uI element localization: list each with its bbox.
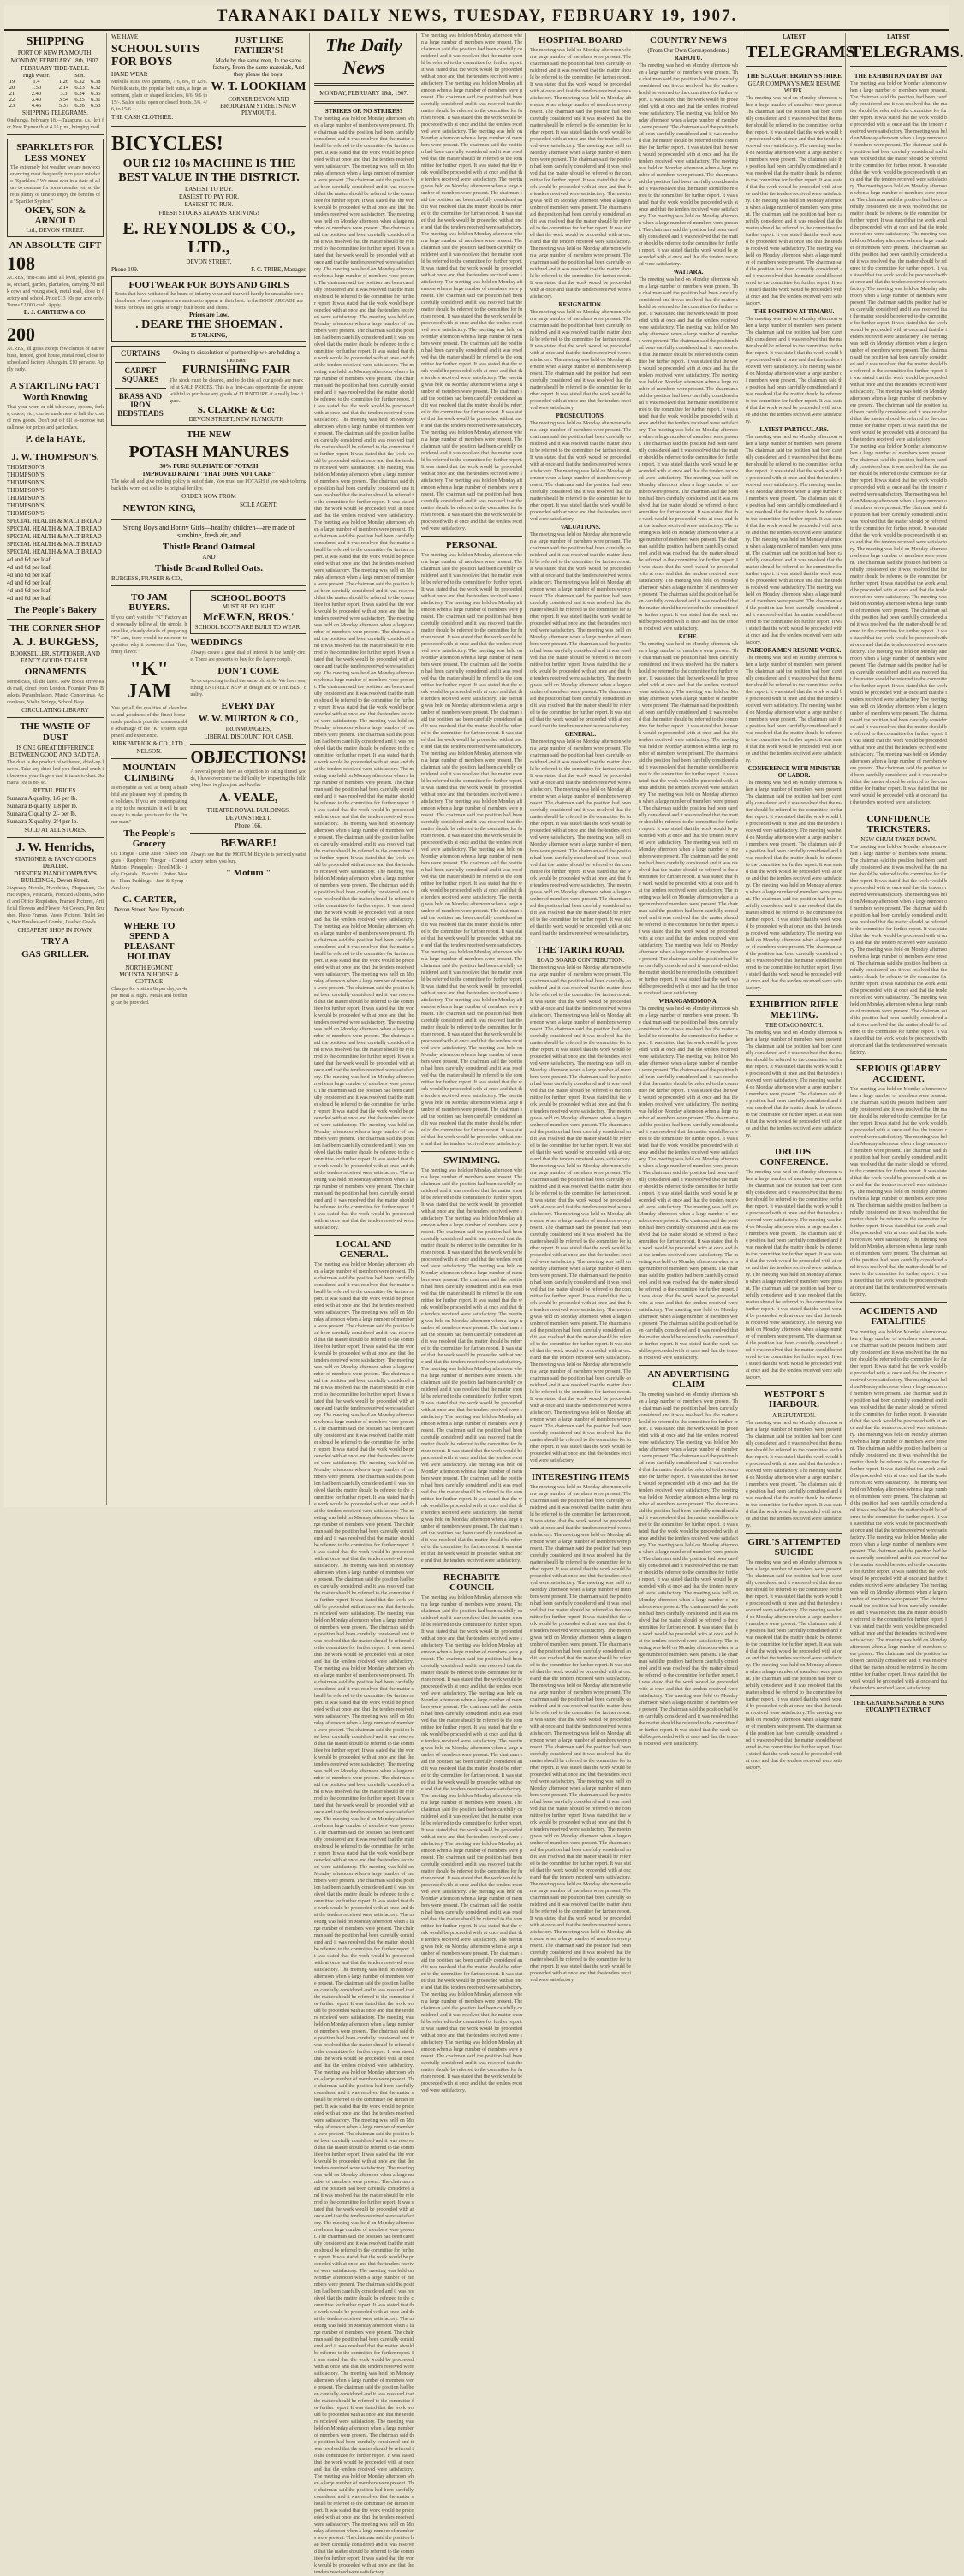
fair-text: The stock must be cleared, and to do this all our goods are marked at SALE PRICES. This is a first-class opportunity for anyone wishful to purchase any goods of FURNITURE at a really low figure.: [170, 378, 303, 405]
tide-header-cell: [56, 73, 71, 79]
tide-cell: 22: [9, 97, 15, 104]
latest-a: LATEST: [782, 33, 806, 40]
burgess-text: Periodicals, all the latest. New books arrive each mail, direct from London. Fountain Pens, Baskets, Perambulators, Music, Concertinas, Accordions, Violin Strings, School Bags.: [7, 680, 104, 706]
murton: W. W. MURTON & CO.,: [198, 714, 299, 725]
we-have: WE HAVE: [111, 33, 139, 40]
curtains: CURTAINS: [120, 349, 161, 359]
loaf-item: 4d and 6d per loaf.: [7, 594, 52, 602]
tide-cell: 6.38: [91, 79, 101, 86]
thompson-item: THOMPSON'S: [7, 463, 45, 471]
clarke-addr: DEVON STREET, NEW PLYMOUTH: [188, 415, 284, 423]
kirkpatrick: KIRKPATRICK & CO., LTD.,: [112, 739, 187, 747]
tariki-heading: THE TARIKI ROAD.: [536, 945, 625, 956]
particulars-text: The meeting was held on Monday afternoon when a large number of members were present. The chairman said the position had been carefully considered and it was resolved that the matter should be referred to the committee for further report. It was stated that the work would be proceeded with at once and that the tenders received were satisfactory. The meeting was held on Monday afternoon when a large number of members were present. The chairman said the position had been carefully considered and it was resolved that the matter should be referred to the committee for further report. It was stated that the work would be proceeded with at once and that the tenders received were satisfactory. The meeting was held on Monday afternoon when a large number of members were present. The chairman said the position had been carefully considered and it was resolved that the matter should be referred to the committee for further report. It was stated that the work would be proceeded with at once and that the tenders received were satisfactory. The meeting was held on Monday afternoon when a large number of members were present. The chairman said the position had been carefully considered and it was resolved that the matter should be referred to the committee for further report. It was stated that the work would be proceeded with at once and that the tenders received were satisfactory.: [746, 435, 842, 645]
egmont: NORTH EGMONT MOUNTAIN HOUSE & COTTAGE: [119, 964, 180, 985]
column-7: [743, 33, 855, 1771]
column-3: [312, 33, 417, 2576]
must-bought: MUST BE BOUGHT: [222, 603, 275, 611]
waste-sub: IS ONE GREAT DIFFERENCE BETWEEN GOOD AND BAD TEA.: [9, 744, 101, 758]
tide-cell: 5.37: [58, 103, 69, 110]
tide-cell: 3.40: [31, 97, 42, 104]
tide-cell: 6.32: [91, 85, 101, 92]
mountain-heading: MOUNTAIN CLIMBING: [122, 762, 176, 783]
sold-stores: SOLD AT ALL STORES.: [24, 826, 86, 834]
retail-prices: RETAIL PRICES.: [33, 786, 78, 794]
loaf-item: 4d and 6d per loaf.: [7, 563, 52, 571]
loaf-item: 4d and 6d per loaf.: [7, 586, 52, 594]
delahaye-name: P. de la HAYE,: [25, 433, 86, 444]
tide-cell: 1.4: [33, 79, 40, 86]
telegrams-a: TELEGRAMS: [746, 43, 855, 62]
timaru: THE POSITION AT TIMARU.: [753, 308, 835, 315]
bread-list: [7, 518, 104, 556]
sumatra-list: [7, 795, 104, 826]
clarke: S. CLARKE & Co:: [197, 405, 276, 416]
conference-text: The meeting was held on Monday afternoon when a large number of members were present. The chairman said the position had been carefully considered and it was resolved that the matter should be referred to the committee for further report. It was stated that the work would be proceeded with at once and that the tenders received were satisfactory. The meeting was held on Monday afternoon when a large number of members were present. The chairman said the position had been carefully considered and it was resolved that the matter should be referred to the committee for further report. It was stated that the work would be proceeded with at once and that the tenders received were satisfactory. The meeting was held on Monday afternoon when a large number of members were present. The chairman said the position had been carefully considered and it was resolved that the matter should be referred to the committee for further report. It was stated that the work would be proceeded with at once and that the tenders received were satisfactory. The meeting was held on Monday afternoon when a large number of members were present. The chairman said the position had been carefully considered and it was resolved that the matter should be referred to the committee for further report. It was stated that the work would be proceeded with at once and that the tenders received were satisfactory.: [746, 781, 842, 991]
waste-heading: THE WASTE OF DUST: [20, 721, 91, 743]
waitara: WAITARA.: [673, 269, 704, 276]
thompson-item: THOMPSON'S: [7, 486, 45, 494]
valuations: VALUATIONS.: [560, 524, 601, 531]
latest-particulars: LATEST PARTICULARS.: [759, 426, 829, 433]
nelson: NELSON.: [136, 747, 162, 755]
reynolds-manager: F. C. TRIBE, Manager.: [251, 265, 306, 273]
okey-name: OKEY, SON & ARNOLD: [24, 205, 86, 227]
beware: BEWARE!: [220, 836, 277, 850]
general-text: The meeting was held on Monday afternoon when a large number of members were present. The chairman said the position had been carefully considered and it was resolved that the matter should be referred to the committee for further report. It was stated that the work would be proceeded with at once and that the tenders received were satisfactory. The meeting was held on Monday afternoon when a large number of members were present. The chairman said the position had been carefully considered and it was resolved that the matter should be referred to the committee for further report. It was stated that the work would be proceeded with at once and that the tenders received were satisfactory. The meeting was held on Monday afternoon when a large number of members were present. The chairman said the position had been carefully considered and it was resolved that the matter should be referred to the committee for further report. It was stated that the work would be proceeded with at once and that the tenders received were satisfactory. The meeting was held on Monday afternoon when a large number of members were present. The chairman said the position had been carefully considered and it was resolved that the matter should be referred to the committee for further report. It was stated that the work would be proceeded with at once and that the tenders received were satisfactory.: [530, 739, 631, 937]
gift-heading: AN ABSOLUTE GIFT: [9, 240, 102, 252]
items-heading: INTERESTING ITEMS: [531, 1472, 630, 1483]
gift-text: ACRES, first-class land, all level, splendid grass, orchard, garden, plantation, carrying 50 milk cows and young stock, metal road, close to factory and school. Price £13 10s per acre only. Terms £2,000 cash. Apply: [7, 276, 104, 309]
column-6: [636, 33, 741, 1748]
school-boots: SCHOOL BOOTS: [211, 592, 286, 603]
veale: A. VEALE,: [218, 792, 278, 805]
lookham-addr: CORNER DEVON AND BRODGHAM STREETS NEW PLYMOUTH.: [220, 95, 297, 116]
tide-header-cell: [88, 73, 104, 79]
loaf-item: 4d and 6d per loaf.: [7, 571, 52, 579]
column-4: [419, 33, 526, 2094]
rifle-text: The meeting was held on Monday afternoon when a large number of members were present. The chairman said the position had been carefully considered and it was resolved that the matter should be referred to the committee for further report. It was stated that the work would be proceeded with at once and that the tenders received were satisfactory. The meeting was held on Monday afternoon when a large number of members were present. The chairman said the position had been carefully considered and it was resolved that the matter should be referred to the committee for further report. It was stated that the work would be proceeded with at once and that the tenders received were satisfactory.: [746, 1030, 842, 1139]
tide-cell: 6.26: [74, 103, 85, 110]
reynolds-addr: DEVON STREET.: [186, 258, 232, 265]
tide-cell: 23: [9, 103, 15, 110]
tide-cell: 2.40: [31, 91, 42, 98]
tariki-text: The meeting was held on Monday afternoon when a large number of members were present. The chairman said the position had been carefully considered and it was resolved that the matter should be referred to the committee for further report. It was stated that the work would be proceeded with at once and that the tenders received were satisfactory. The meeting was held on Monday afternoon when a large number of members were present. The chairman said the position had been carefully considered and it was resolved that the matter should be referred to the committee for further report. It was stated that the work would be proceeded with at once and that the tenders received were satisfactory. The meeting was held on Monday afternoon when a large number of members were present. The chairman said the position had been carefully considered and it was resolved that the matter should be referred to the committee for further report. It was stated that the work would be proceeded with at once and that the tenders received were satisfactory. The meeting was held on Monday afternoon when a large number of members were present. The chairman said the position had been carefully considered and it was resolved that the matter should be referred to the committee for further report. It was stated that the work would be proceeded with at once and that the tenders received were satisfactory. The meeting was held on Monday afternoon when a large number of members were present. The chairman said the position had been carefully considered and it was resolved that the matter should be referred to the committee for further report. It was stated that the work would be proceeded with at once and that the tenders received were satisfactory. The meeting was held on Monday afternoon when a large number of members were present. The chairman said the position had been carefully considered and it was resolved that the matter should be referred to the committee for further report. It was stated that the work would be proceeded with at once and that the tenders received were satisfactory. The meeting was held on Monday afternoon when a large number of members were present. The chairman said the position had been carefully considered and it was resolved that the matter should be referred to the committee for further report. It was stated that the work would be proceeded with at once and that the tenders received were satisfactory. The meeting was held on Monday afternoon when a large number of members were present. The chairman said the position had been carefully considered and it was resolved that the matter should be referred to the committee for further report. It was stated that the work would be proceeded with at once and that the tenders received were satisfactory. The meeting was held on Monday afternoon when a large number of members were present. The chairman said the position had been carefully considered and it was resolved that the matter should be referred to the committee for further report. It was stated that the work would be proceeded with at once and that the tenders received were satisfactory. The meeting was held on Monday afternoon when a large number of members were present. The chairman said the position had been carefully considered and it was resolved that the matter should be referred to the committee for further report. It was stated that the work would be proceeded with at once and that the tenders received were satisfactory.: [530, 965, 631, 1464]
tide-cell: 21: [9, 91, 15, 98]
rifle-heading: EXHIBITION RIFLE MEETING.: [749, 1000, 839, 1021]
weddings-text: Always create a great deal of interest in the family circle. There are presents to buy for the happy couple.: [190, 650, 306, 663]
machine-heading: OUR £12 10s MACHINE IS THE BEST VALUE IN THE DISTRICT.: [118, 157, 300, 184]
waitara-text: The meeting was held on Monday afternoon when a large number of members were present. The chairman said the position had been carefully considered and it was resolved that the matter should be referred to the committee for further report. It was stated that the work would be proceeded with at once and that the tenders received were satisfactory. The meeting was held on Monday afternoon when a large number of members were present. The chairman said the position had been carefully considered and it was resolved that the matter should be referred to the committee for further report. It was stated that the work would be proceeded with at once and that the tenders received were satisfactory. The meeting was held on Monday afternoon when a large number of members were present. The chairman said the position had been carefully considered and it was resolved that the matter should be referred to the committee for further report. It was stated that the work would be proceeded with at once and that the tenders received were satisfactory. The meeting was held on Monday afternoon when a large number of members were present. The chairman said the position had been carefully considered and it was resolved that the matter should be referred to the committee for further report. It was stated that the work would be proceeded with at once and that the tenders received were satisfactory. The meeting was held on Monday afternoon when a large number of members were present. The chairman said the position had been carefully considered and it was resolved that the matter should be referred to the committee for further report. It was stated that the work would be proceeded with at once and that the tenders received were satisfactory. The meeting was held on Monday afternoon when a large number of members were present. The chairman said the position had been carefully considered and it was resolved that the matter should be referred to the committee for further report. It was stated that the work would be proceeded with at once and that the tenders received were satisfactory. The meeting was held on Monday afternoon when a large number of members were present. The chairman said the position had been carefully considered and it was resolved that the matter should be referred to the committee for further report. It was stated that the work would be proceeded with at once and that the tenders received were satisfactory.: [639, 277, 738, 632]
fatalities-heading: ACCIDENTS AND FATALITIES: [860, 1306, 937, 1327]
port-line: PORT OF NEW PLYMOUTH.: [17, 50, 93, 57]
ornaments: ORNAMENTS: [24, 667, 86, 678]
swimming-text: The meeting was held on Monday afternoon when a large number of members were present. The chairman said the position had been carefully considered and it was resolved that the matter should be referred to the committee for further report. It was stated that the work would be proceeded with at once and that the tenders received were satisfactory. The meeting was held on Monday afternoon when a large number of members were present. The chairman said the position had been carefully considered and it was resolved that the matter should be referred to the committee for further report. It was stated that the work would be proceeded with at once and that the tenders received were satisfactory. The meeting was held on Monday afternoon when a large number of members were present. The chairman said the position had been carefully considered and it was resolved that the matter should be referred to the committee for further report. It was stated that the work would be proceeded with at once and that the tenders received were satisfactory. The meeting was held on Monday afternoon when a large number of members were present. The chairman said the position had been carefully considered and it was resolved that the matter should be referred to the committee for further report. It was stated that the work would be proceeded with at once and that the tenders received were satisfactory. The meeting was held on Monday afternoon when a large number of members were present. The chairman said the position had been carefully considered and it was resolved that the matter should be referred to the committee for further report. It was stated that the work would be proceeded with at once and that the tenders received were satisfactory. The meeting was held on Monday afternoon when a large number of members were present. The chairman said the position had been carefully considered and it was resolved that the matter should be referred to the committee for further report. It was stated that the work would be proceeded with at once and that the tenders received were satisfactory. The meeting was held on Monday afternoon when a large number of members were present. The chairman said the position had been carefully considered and it was resolved that the matter should be referred to the committee for further report. It was stated that the work would be proceeded with at once and that the tenders received were satisfactory. The meeting was held on Monday afternoon when a large number of members were present. The chairman said the position had been carefully considered and it was resolved that the matter should be referred to the committee for further report. It was stated that the work would be proceeded with at once and that the tenders received were satisfactory.: [421, 1168, 522, 1564]
local-text: The meeting was held on Monday afternoon when a large number of members were present. The chairman said the position had been carefully considered and it was resolved that the matter should be referred to the committee for further report. It was stated that the work would be proceeded with at once and that the tenders received were satisfactory. The meeting was held on Monday afternoon when a large number of members were present. The chairman said the position had been carefully considered and it was resolved that the matter should be referred to the committee for further report. It was stated that the work would be proceeded with at once and that the tenders received were satisfactory. The meeting was held on Monday afternoon when a large number of members were present. The chairman said the position had been carefully considered and it was resolved that the matter should be referred to the committee for further report. It was stated that the work would be proceeded with at once and that the tenders received were satisfactory. The meeting was held on Monday afternoon when a large number of members were present. The chairman said the position had been carefully considered and it was resolved that the matter should be referred to the committee for further report. It was stated that the work would be proceeded with at once and that the tenders received were satisfactory. The meeting was held on Monday afternoon when a large number of members were present. The chairman said the position had been carefully considered and it was resolved that the matter should be referred to the committee for further report. It was stated that the work would be proceeded with at once and that the tenders received were satisfactory. The meeting was held on Monday afternoon when a large number of members were present. The chairman said the position had been carefully considered and it was resolved that the matter should be referred to the committee for further report. It was stated that the work would be proceeded with at once and that the tenders received were satisfactory. The meeting was held on Monday afternoon when a large number of members were present. The chairman said the position had been carefully considered and it was resolved that the matter should be referred to the committee for further report. It was stated that the work would be proceeded with at once and that the tenders received were satisfactory. The meeting was held on Monday afternoon when a large number of members were present. The chairman said the position had been carefully considered and it was resolved that the matter should be referred to the committee for further report. It was stated that the work would be proceeded with at once and that the tenders received were satisfactory. The meeting was held on Monday afternoon when a large number of members were present. The chairman said the position had been carefully considered and it was resolved that the matter should be referred to the committee for further report. It was stated that the work would be proceeded with at once and that the tenders received were satisfactory. The meeting was held on Monday afternoon when a large number of members were present. The chairman said the position had been carefully considered and it was resolved that the matter should be referred to the committee for further report. It was stated that the work would be proceeded with at once and that the tenders received were satisfactory. The meeting was held on Monday afternoon when a large number of members were present. The chairman said the position had been carefully considered and it was resolved that the matter should be referred to the committee for further report. It was stated that the work would be proceeded with at once and that the tenders received were satisfactory. The meeting was held on Monday afternoon when a large number of members were present. The chairman said the position had been carefully considered and it was resolved that the matter should be referred to the committee for further report. It was stated that the work would be proceeded with at once and that the tenders received were satisfactory. The meeting was held on Monday afternoon when a large number of members were present. The chairman said the position had been carefully considered and it was resolved that the matter should be referred to the committee for further report. It was stated that the work would be proceeded with at once and that the tenders received were satisfactory. The meeting was held on Monday afternoon when a large number of members were present. The chairman said the position had been carefully considered and it was resolved that the matter should be referred to the committee for further report. It was stated that the work would be proceeded with at once and that the tenders received were satisfactory. The meeting was held on Monday afternoon when a large number of members were present. The chairman said the position had been carefully considered and it was resolved that the matter should be referred to the committee for further report. It was stated that the work would be proceeded with at once and that the tenders received were satisfactory. The meeting was held on Monday afternoon when a large number of members were present. The chairman said the position had been carefully considered and it was resolved that the matter should be referred to the committee for further report. It was stated that the work would be proceeded with at once and that the tenders received were satisfactory. The meeting was held on Monday afternoon when a large number of members were present. The chairman said the position had been carefully considered and it was resolved that the matter should be referred to the committee for further report. It was stated that the work would be proceeded with at once and that the tenders received were satisfactory. The meeting was held on Monday afternoon when a large number of members were present. The chairman said the position had been carefully considered and it was resolved that the matter should be referred to the committee for further report. It was stated that the work would be proceeded with at once and that the tenders received were satisfactory. The meeting was held on Monday afternoon when a large number of members were present. The chairman said the position had been carefully considered and it was resolved that the matter should be referred to the committee for further report. It was stated that the work would be proceeded with at once and that the tenders received were satisfactory. The meeting was held on Monday afternoon when a large number of members were present. The chairman said the position had been carefully considered and it was resolved that the matter should be referred to the committee for further report. It was stated that the work would be proceeded with at once and that the tenders received were satisfactory. The meeting was held on Monday afternoon when a large number of members were present. The chairman said the position had been carefully considered and it was resolved that the matter should be referred to the committee for further report. It was stated that the work would be proceeded with at once and that the tenders received were satisfactory. The meeting was held on Monday afternoon when a large number of members were present. The chairman said the position had been carefully considered and it was resolved that the matter should be referred to the committee for further report. It was stated that the work would be proceeded with at once and that the tenders received were satisfactory. The meeting was held on Monday afternoon when a large number of members were present. The chairman said the position had been carefully considered and it was resolved that the matter should be referred to the committee for further report. It was stated that the work would be proceeded with at once and that the tenders received were satisfactory. The meeting was held on Monday afternoon when a large number of members were present. The chairman said the position had been carefully considered and it was resolved that the matter should be referred to the committee for further report. It was stated that the work would be proceeded with at once and that the tenders received were satisfactory. The meeting was held on Monday afternoon when a large number of members were present. The chairman said the position had been carefully considered and it was resolved that the matter should be referred to the committee for further report. It was stated that the work would be proceeded with at once and that the tenders received were satisfactory. The meeting was held on Monday afternoon when a large number of members were present. The chairman said the position had been carefully considered and it was resolved that the matter should be referred to the committee for further report. It was stated that the work would be proceeded with at once and that the tenders received were satisfactory.: [314, 1262, 414, 2576]
grocery-name: The People's Grocery: [123, 828, 175, 849]
editorial-text: The meeting was held on Monday afternoon when a large number of members were present. The chairman said the position had been carefully considered and it was resolved that the matter should be referred to the committee for further report. It was stated that the work would be proceeded with at once and that the tenders received were satisfactory. The meeting was held on Monday afternoon when a large number of members were present. The chairman said the position had been carefully considered and it was resolved that the matter should be referred to the committee for further report. It was stated that the work would be proceeded with at once and that the tenders received were satisfactory. The meeting was held on Monday afternoon when a large number of members were present. The chairman said the position had been carefully considered and it was resolved that the matter should be referred to the committee for further report. It was stated that the work would be proceeded with at once and that the tenders received were satisfactory. The meeting was held on Monday afternoon when a large number of members were present. The chairman said the position had been carefully considered and it was resolved that the matter should be referred to the committee for further report. It was stated that the work would be proceeded with at once and that the tenders received were satisfactory. The meeting was held on Monday afternoon when a large number of members were present. The chairman said the position had been carefully considered and it was resolved that the matter should be referred to the committee for further report. It was stated that the work would be proceeded with at once and that the tenders received were satisfactory. The meeting was held on Monday afternoon when a large number of members were present. The chairman said the position had been carefully considered and it was resolved that the matter should be referred to the committee for further report. It was stated that the work would be proceeded with at once and that the tenders received were satisfactory. The meeting was held on Monday afternoon when a large number of members were present. The chairman said the position had been carefully considered and it was resolved that the matter should be referred to the committee for further report. It was stated that the work would be proceeded with at once and that the tenders received were satisfactory. The meeting was held on Monday afternoon when a large number of members were present. The chairman said the position had been carefully considered and it was resolved that the matter should be referred to the committee for further report. It was stated that the work would be proceeded with at once and that the tenders received were satisfactory. The meeting was held on Monday afternoon when a large number of members were present. The chairman said the position had been carefully considered and it was resolved that the matter should be referred to the committee for further report. It was stated that the work would be proceeded with at once and that the tenders received were satisfactory. The meeting was held on Monday afternoon when a large number of members were present. The chairman said the position had been carefully considered and it was resolved that the matter should be referred to the committee for further report. It was stated that the work would be proceeded with at once and that the tenders received were satisfactory. The meeting was held on Monday afternoon when a large number of members were present. The chairman said the position had been carefully considered and it was resolved that the matter should be referred to the committee for further report. It was stated that the work would be proceeded with at once and that the tenders received were satisfactory. The meeting was held on Monday afternoon when a large number of members were present. The chairman said the position had been carefully considered and it was resolved that the matter should be referred to the committee for further report. It was stated that the work would be proceeded with at once and that the tenders received were satisfactory. The meeting was held on Monday afternoon when a large number of members were present. The chairman said the position had been carefully considered and it was resolved that the matter should be referred to the committee for further report. It was stated that the work would be proceeded with at once and that the tenders received were satisfactory. The meeting was held on Monday afternoon when a large number of members were present. The chairman said the position had been carefully considered and it was resolved that the matter should be referred to the committee for further report. It was stated that the work would be proceeded with at once and that the tenders received were satisfactory. The meeting was held on Monday afternoon when a large number of members were present. The chairman said the position had been carefully considered and it was resolved that the matter should be referred to the committee for further report. It was stated that the work would be proceeded with at once and that the tenders received were satisfactory. The meeting was held on Monday afternoon when a large number of members were present. The chairman said the position had been carefully considered and it was resolved that the matter should be referred to the committee for further report. It was stated that the work would be proceeded with at once and that the tenders received were satisfactory. The meeting was held on Monday afternoon when a large number of members were present. The chairman said the position had been carefully considered and it was resolved that the matter should be referred to the committee for further report. It was stated that the work would be proceeded with at once and that the tenders received were satisfactory. The meeting was held on Monday afternoon when a large number of members were present. The chairman said the position had been carefully considered and it was resolved that the matter should be referred to the committee for further report. It was stated that the work would be proceeded with at once and that the tenders received were satisfactory. The meeting was held on Monday afternoon when a large number of members were present. The chairman said the position had been carefully considered and it was resolved that the matter should be referred to the committee for further report. It was stated that the work would be proceeded with at once and that the tenders received were satisfactory. The meeting was held on Monday afternoon when a large number of members were present. The chairman said the position had been carefully considered and it was resolved that the matter should be referred to the committee for further report. It was stated that the work would be proceeded with at once and that the tenders received were satisfactory. The meeting was held on Monday afternoon when a large number of members were present. The chairman said the position had been carefully considered and it was resolved that the matter should be referred to the committee for further report. It was stated that the work would be proceeded with at once and that the tenders received were satisfactory. The meeting was held on Monday afternoon when a large number of members were present. The chairman said the position had been carefully considered and it was resolved that the matter should be referred to the committee for further report. It was stated that the work would be proceeded with at once and that the tenders received were satisfactory.: [314, 116, 414, 1231]
potash-text: The take all and give nothing policy is out of date. You must use POTASH if you wish to bring back the worn out soil to its original fertility.: [111, 479, 306, 492]
corner-shop: THE CORNER SHOP: [9, 622, 101, 633]
paper-masthead: The Daily News: [325, 34, 402, 78]
strike-heading: THE SLAUGHTERMEN'S STRIKE: [747, 73, 842, 80]
sumatra-item: Sumatra C quality, 2/- per lb.: [7, 810, 77, 817]
carter-name: C. CARTER,: [122, 894, 176, 905]
motum: " Motum ": [225, 868, 271, 879]
strong-boys: Strong Boys and Bonny Girls—healthy children—are made of sunshine, fresh air, and: [122, 523, 295, 539]
dont-come: DON'T COME: [217, 666, 279, 677]
fathers: JUST LIKE FATHER'S!: [234, 35, 283, 56]
fair-ad: [111, 346, 306, 426]
ironmongers: IRONMONGERS,: [225, 726, 271, 733]
tide-cell: 20: [9, 85, 15, 92]
brass: BRASS AND IRON BEDSTEADS: [117, 391, 164, 418]
tide-cell: 3.3: [60, 91, 68, 98]
k-jam: "K" JAM: [127, 657, 172, 703]
tide-header-row: [7, 73, 104, 79]
tide-row: [7, 85, 104, 91]
beware-text: Always see that the MOTUM Bicycle is perfectly satisfactory before you buy.: [190, 852, 306, 865]
shipping-text: Onehunga, February 18.—Takapuna, s.s., left for New Plymouth at 4.15 p.m., bringing mail.: [7, 118, 104, 131]
loaf-item: 4d and 6d per loaf.: [7, 555, 52, 563]
kainit: IMPROVED KAINIT "THAT DOES NOT CAKE": [142, 471, 276, 478]
bookseller: BOOKSELLER, STATIONER, AND FANCY GOODS DEALER.: [10, 650, 100, 665]
bread-item: SPECIAL HEALTH & MALT BREAD: [7, 517, 102, 525]
prices-low: Prices are Low.: [189, 311, 229, 318]
bakery-name: The People's Bakery: [14, 604, 97, 615]
henrichs-text: Sixpenny Novels, Novelettes, Magazines, Comic Papers, Postcards, Postcard Albums, School and Office Requisites, Framed Pictures, Artificial Flowers and Flower Pot Covers, Pen Brushes, Photo Frames, Vases, Pictures, Toilet Sets, Hair Brushes and Combs, Leather Goods.: [7, 886, 104, 926]
fathers-sub: Made by the same men, In the same factory, From the same materials, And they please the boys.: [212, 57, 305, 79]
bread-item: SPECIAL HEALTH & MALT BREAD: [7, 540, 102, 548]
okey-sub: Ltd., DEVON STREET.: [26, 226, 85, 234]
fair-heading: FURNISHING FAIR: [181, 364, 291, 377]
items-text: The meeting was held on Monday afternoon when a large number of members were present. The chairman said the position had been carefully considered and it was resolved that the matter should be referred to the committee for further report. It was stated that the work would be proceeded with at once and that the tenders received were satisfactory. The meeting was held on Monday afternoon when a large number of members were present. The chairman said the position had been carefully considered and it was resolved that the matter should be referred to the committee for further report. It was stated that the work would be proceeded with at once and that the tenders received were satisfactory. The meeting was held on Monday afternoon when a large number of members were present. The chairman said the position had been carefully considered and it was resolved that the matter should be referred to the committee for further report. It was stated that the work would be proceeded with at once and that the tenders received were satisfactory. The meeting was held on Monday afternoon when a large number of members were present. The chairman said the position had been carefully considered and it was resolved that the matter should be referred to the committee for further report. It was stated that the work would be proceeded with at once and that the tenders received were satisfactory. The meeting was held on Monday afternoon when a large number of members were present. The chairman said the position had been carefully considered and it was resolved that the matter should be referred to the committee for further report. It was stated that the work would be proceeded with at once and that the tenders received were satisfactory. The meeting was held on Monday afternoon when a large number of members were present. The chairman said the position had been carefully considered and it was resolved that the matter should be referred to the committee for further report. It was stated that the work would be proceeded with at once and that the tenders received were satisfactory. The meeting was held on Monday afternoon when a large number of members were present. The chairman said the position had been carefully considered and it was resolved that the matter should be referred to the committee for further report. It was stated that the work would be proceeded with at once and that the tenders received were satisfactory. The meeting was held on Monday afternoon when a large number of members were present. The chairman said the position had been carefully considered and it was resolved that the matter should be referred to the committee for further report. It was stated that the work would be proceeded with at once and that the tenders received were satisfactory. The meeting was held on Monday afternoon when a large number of members were present. The chairman said the position had been carefully considered and it was resolved that the matter should be referred to the committee for further report. It was stated that the work would be proceeded with at once and that the tenders received were satisfactory. The meeting was held on Monday afternoon when a large number of members were present. The chairman said the position had been carefully considered and it was resolved that the matter should be referred to the committee for further report. It was stated that the work would be proceeded with at once and that the tenders received were satisfactory.: [530, 1485, 631, 1984]
grocery-items: Ox Tongue · Lime Juice · Sheep Tongues · Raspberry Vinegar · Corned Mutton · Pineapples · Dried Milk · Jelly Crystals · Biscuits · Potted Meats · Plum Puddings · Jam & Syrup · Anchovy: [111, 852, 187, 892]
sumatra-item: Sumatra A quality, 1/6 per lb.: [7, 794, 78, 802]
thompson-list: [7, 464, 104, 518]
school-suits: SCHOOL SUITS FOR BOYS: [111, 43, 200, 69]
henrichs-sub: STATIONER & FANCY GOODS DEALER.: [14, 856, 97, 870]
fair-pre: Owing to dissolution of partnership we are holding a monster: [173, 349, 300, 364]
column-2: [109, 33, 310, 1505]
genuine-sander: THE GENUINE SANDER & SONS EUCALYPTI EXTRACT.: [852, 1699, 945, 1713]
bread-item: SPECIAL HEALTH & MALT BREAD: [7, 532, 102, 540]
tide-cell: 6.23: [74, 85, 85, 92]
resignation-text: The meeting was held on Monday afternoon when a large number of members were present. The chairman said the position had been carefully considered and it was resolved that the matter should be referred to the committee for further report. It was stated that the work would be proceeded with at once and that the tenders received were satisfactory. The meeting was held on Monday afternoon when a large number of members were present. The chairman said the position had been carefully considered and it was resolved that the matter should be referred to the committee for further report. It was stated that the work would be proceeded with at once and that the tenders received were satisfactory.: [530, 310, 631, 412]
otago-match: THE OTAGO MATCH.: [765, 1022, 824, 1030]
tide-cell: 1.26: [58, 79, 69, 86]
shipping-telegrams: SHIPPING TELEGRAMS.: [22, 110, 88, 117]
tide-cell: 19: [9, 79, 15, 86]
potash-sub: 30% PURE SULPHATE OF POTASH: [159, 463, 259, 471]
kohe-text: The meeting was held on Monday afternoon when a large number of members were present. The chairman said the position had been carefully considered and it was resolved that the matter should be referred to the committee for further report. It was stated that the work would be proceeded with at once and that the tenders received were satisfactory. The meeting was held on Monday afternoon when a large number of members were present. The chairman said the position had been carefully considered and it was resolved that the matter should be referred to the committee for further report. It was stated that the work would be proceeded with at once and that the tenders received were satisfactory. The meeting was held on Monday afternoon when a large number of members were present. The chairman said the position had been carefully considered and it was resolved that the matter should be referred to the committee for further report. It was stated that the work would be proceeded with at once and that the tenders received were satisfactory. The meeting was held on Monday afternoon when a large number of members were present. The chairman said the position had been carefully considered and it was resolved that the matter should be referred to the committee for further report. It was stated that the work would be proceeded with at once and that the tenders received were satisfactory. The meeting was held on Monday afternoon when a large number of members were present. The chairman said the position had been carefully considered and it was resolved that the matter should be referred to the committee for further report. It was stated that the work would be proceeded with at once and that the tenders received were satisfactory. The meeting was held on Monday afternoon when a large number of members were present. The chairman said the position had been carefully considered and it was resolved that the matter should be referred to the committee for further report. It was stated that the work would be proceeded with at once and that the tenders received were satisfactory. The meeting was held on Monday afternoon when a large number of members were present. The chairman said the position had been carefully considered and it was resolved that the matter should be referred to the committee for further report. It was stated that the work would be proceeded with at once and that the tenders received were satisfactory.: [639, 642, 738, 997]
thistle-and: AND: [202, 553, 216, 561]
prosecutions: PROSECUTIONS.: [556, 413, 605, 420]
burgess-name: A. J. BURGESS,: [12, 636, 98, 649]
tide-table: [7, 73, 104, 109]
personal-text: The meeting was held on Monday afternoon when a large number of members were present. The chairman said the position had been carefully considered and it was resolved that the matter should be referred to the committee for further report. It was stated that the work would be proceeded with at once and that the tenders received were satisfactory. The meeting was held on Monday afternoon when a large number of members were present. The chairman said the position had been carefully considered and it was resolved that the matter should be referred to the committee for further report. It was stated that the work would be proceeded with at once and that the tenders received were satisfactory. The meeting was held on Monday afternoon when a large number of members were present. The chairman said the position had been carefully considered and it was resolved that the matter should be referred to the committee for further report. It was stated that the work would be proceeded with at once and that the tenders received were satisfactory. The meeting was held on Monday afternoon when a large number of members were present. The chairman said the position had been carefully considered and it was resolved that the matter should be referred to the committee for further report. It was stated that the work would be proceeded with at once and that the tenders received were satisfactory. The meeting was held on Monday afternoon when a large number of members were present. The chairman said the position had been carefully considered and it was resolved that the matter should be referred to the committee for further report. It was stated that the work would be proceeded with at once and that the tenders received were satisfactory. The meeting was held on Monday afternoon when a large number of members were present. The chairman said the position had been carefully considered and it was resolved that the matter should be referred to the committee for further report. It was stated that the work would be proceeded with at once and that the tenders received were satisfactory. The meeting was held on Monday afternoon when a large number of members were present. The chairman said the position had been carefully considered and it was resolved that the matter should be referred to the committee for further report. It was stated that the work would be proceeded with at once and that the tenders received were satisfactory. The meeting was held on Monday afternoon when a large number of members were present. The chairman said the position had been carefully considered and it was resolved that the matter should be referred to the committee for further report. It was stated that the work would be proceeded with at once and that the tenders received were satisfactory. The meeting was held on Monday afternoon when a large number of members were present. The chairman said the position had been carefully considered and it was resolved that the matter should be referred to the committee for further report. It was stated that the work would be proceeded with at once and that the tenders received were satisfactory. The meeting was held on Monday afternoon when a large number of members were present. The chairman said the position had been carefully considered and it was resolved that the matter should be referred to the committee for further report. It was stated that the work would be proceeded with at once and that the tenders received were satisfactory. The meeting was held on Monday afternoon when a large number of members were present. The chairman said the position had been carefully considered and it was resolved that the matter should be referred to the committee for further report. It was stated that the work would be proceeded with at once and that the tenders received were satisfactory. The meeting was held on Monday afternoon when a large number of members were present. The chairman said the position had been carefully considered and it was resolved that the matter should be referred to the committee for further report. It was stated that the work would be proceeded with at once and that the tenders received were satisfactory.: [421, 553, 522, 1148]
pareora-text: The meeting was held on Monday afternoon when a large number of members were present. The chairman said the position had been carefully considered and it was resolved that the matter should be referred to the committee for further report. It was stated that the work would be proceeded with at once and that the tenders received were satisfactory. The meeting was held on Monday afternoon when a large number of members were present. The chairman said the position had been carefully considered and it was resolved that the matter should be referred to the committee for further report. It was stated that the work would be proceeded with at once and that the tenders received were satisfactory.: [746, 656, 842, 763]
newspaper-page: [4, 5, 964, 2576]
masthead-title: TARANAKI DAILY NEWS, TUESDAY, FEBRUARY 19, 1907.: [216, 7, 738, 25]
suicide-heading: GIRL'S ATTEMPTED SUICIDE: [747, 1536, 841, 1558]
tide-row: [7, 79, 104, 85]
sparklets-ad: [7, 139, 104, 237]
tricksters-text: The meeting was held on Monday afternoon when a large number of members were present. The chairman said the position had been carefully considered and it was resolved that the matter should be referred to the committee for further report. It was stated that the work would be proceeded with at once and that the tenders received were satisfactory. The meeting was held on Monday afternoon when a large number of members were present. The chairman said the position had been carefully considered and it was resolved that the matter should be referred to the committee for further report. It was stated that the work would be proceeded with at once and that the tenders received were satisfactory. The meeting was held on Monday afternoon when a large number of members were present. The chairman said the position had been carefully considered and it was resolved that the matter should be referred to the committee for further report. It was stated that the work would be proceeded with at once and that the tenders received were satisfactory. The meeting was held on Monday afternoon when a large number of members were present. The chairman said the position had been carefully considered and it was resolved that the matter should be referred to the committee for further report. It was stated that the work would be proceeded with at once and that the tenders received were satisfactory.: [850, 845, 947, 1056]
fact-heading: A STARTLING FACT Worth Knowing: [9, 381, 101, 402]
boots-ad: [190, 590, 306, 634]
hospital-heading: HOSPITAL BOARD: [539, 35, 622, 45]
gas-griller: GAS GRILLER.: [21, 949, 89, 960]
reynolds-name: E. REYNOLDS & CO., LTD.,: [122, 218, 295, 257]
bread-item: SPECIAL HEALTH & MALT BREAD: [7, 525, 102, 532]
objections: OBJECTIONS!: [190, 748, 306, 768]
the-new: THE NEW: [186, 430, 232, 441]
tide-row: [7, 103, 104, 109]
fact-text: That your worn or old tableware, spoons, forks, cruets, etc., can be made new at half the cost of new goods. Don't put off till to-morrow but call now for prices and particulars.: [7, 404, 104, 430]
newton-king: NEWTON KING,: [122, 503, 196, 514]
advantage-item: EASIEST TO BUY.: [184, 185, 234, 193]
objections-text: A several people have an objection to eating tinned goods, I have overcome the difficulty by importing the following lines in glass jars and bottles.: [190, 769, 306, 789]
resignation: RESIGNATION.: [558, 301, 603, 309]
gear-heading: GEAR COMPANY'S MEN RESUME WORK.: [747, 80, 841, 94]
westport-heading: WESTPORT'S HARBOUR.: [763, 1389, 825, 1410]
sole-agent: SOLE AGENT.: [240, 502, 277, 509]
shipping-heading: SHIPPING: [26, 35, 85, 48]
tide-cell: 1.50: [31, 85, 42, 92]
mcewen-name: McEWEN, BROS.': [202, 609, 295, 623]
refutation: A REFUTATION.: [772, 1411, 816, 1419]
page-masthead: [4, 7, 949, 31]
bread-item: SPECIAL HEALTH & MALT BREAD: [7, 548, 102, 555]
tricksters-heading: CONFIDENCE TRICKSTERS.: [866, 814, 931, 835]
quarry-text: The meeting was held on Monday afternoon when a large number of members were present. The chairman said the position had been carefully considered and it was resolved that the matter should be referred to the committee for further report. It was stated that the work would be proceeded with at once and that the tenders received were satisfactory. The meeting was held on Monday afternoon when a large number of members were present. The chairman said the position had been carefully considered and it was resolved that the matter should be referred to the committee for further report. It was stated that the work would be proceeded with at once and that the tenders received were satisfactory. The meeting was held on Monday afternoon when a large number of members were present. The chairman said the position had been carefully considered and it was resolved that the matter should be referred to the committee for further report. It was stated that the work would be proceeded with at once and that the tenders received were satisfactory. The meeting was held on Monday afternoon when a large number of members were present. The chairman said the position had been carefully considered and it was resolved that the matter should be referred to the committee for further report. It was stated that the work would be proceeded with at once and that the tenders received were satisfactory.: [850, 1087, 947, 1298]
advantages-list: [111, 186, 306, 209]
dont-text: To us expecting to find the same old style. We have something ENTIRELY NEW in design and of THE BEST quality.: [190, 679, 306, 698]
tide-cell: 6.53: [91, 103, 101, 110]
sumatra-item: Sumatra X quality, 2/4 per lb.: [7, 817, 78, 825]
tide-cell: 6.24: [74, 91, 85, 98]
thistle-oats: Thistle Brand Rolled Oats.: [155, 562, 263, 573]
tide-cell: 6.35: [91, 91, 101, 98]
tide-header-cell: Sun.: [74, 73, 85, 80]
druids-text: The meeting was held on Monday afternoon when a large number of members were present. The chairman said the position had been carefully considered and it was resolved that the matter should be referred to the committee for further report. It was stated that the work would be proceeded with at once and that the tenders received were satisfactory. The meeting was held on Monday afternoon when a large number of members were present. The chairman said the position had been carefully considered and it was resolved that the matter should be referred to the committee for further report. It was stated that the work would be proceeded with at once and that the tenders received were satisfactory. The meeting was held on Monday afternoon when a large number of members were present. The chairman said the position had been carefully considered and it was resolved that the matter should be referred to the committee for further report. It was stated that the work would be proceeded with at once and that the tenders received were satisfactory. The meeting was held on Monday afternoon when a large number of members were present. The chairman said the position had been carefully considered and it was resolved that the matter should be referred to the committee for further report. It was stated that the work would be proceeded with at once and that the tenders received were satisfactory.: [746, 1170, 842, 1381]
k-jam-text: You get all the qualities of cleanliness and goodness of the finest home-made products plus the unmeasurable advantage of the "K" system, equipment and experience.: [111, 705, 187, 739]
thompson-item: THOMPSON'S: [7, 494, 45, 502]
sparklets-heading: SPARKLETS FOR LESS MONEY: [16, 142, 94, 164]
dresden: DRESDEN PIANO COMPANY'S BUILDINGS, Devon Street.: [14, 870, 97, 885]
country-heading: COUNTRY NEWS: [650, 35, 727, 45]
sumatra-item: Sumatra B quality, 1/8 per lb.: [7, 802, 78, 810]
thompson-item: THOMPSON'S: [7, 471, 45, 478]
loaf-list: [7, 556, 104, 602]
tide-cell: 2.14: [58, 85, 69, 92]
druids-heading: DRUIDS' CONFERENCE.: [759, 1147, 829, 1168]
carter-addr: Devon Street, New Plymouth: [113, 906, 185, 914]
kohe: KOHE.: [678, 633, 699, 641]
cash-clothier: THE CASH CLOTHIER.: [111, 113, 174, 121]
devon-st: DEVON STREET.: [225, 814, 271, 822]
swimming-heading: SWIMMING.: [443, 1155, 500, 1166]
tariki-sub: ROAD BOARD CONTRIBUTION.: [536, 957, 625, 965]
reynolds-phone: Phone 109.: [111, 265, 139, 273]
editorial-date: MONDAY, FEBRUARY 18th, 1907.: [319, 90, 408, 97]
thompson-heading: J. W. THOMPSON'S.: [11, 451, 99, 462]
egmont-text: Charges for visitors 8s per day, or 4s per meal at night. Meals and bedding can be provided.: [111, 986, 187, 1006]
rechabite-heading: RECHABITE COUNCIL: [443, 1572, 501, 1594]
tide-cell: 6.31: [91, 97, 101, 104]
local-general: LOCAL AND GENERAL.: [336, 1239, 392, 1261]
column-1: [4, 33, 107, 1505]
acres-number: 200: [7, 323, 35, 346]
new-chum: NEW CHUM TAKEN DOWN.: [860, 836, 937, 844]
lookham: W. T. LOOKHAM: [211, 80, 306, 94]
talking: IS TALKING,: [190, 332, 228, 340]
sparklets-text: The extremely hot weather we are now experiencing must frequently turn your minds to "Sparklets." We must ever in a state of allure to continue for some months yet, so there is plenty of time to enjoy the benefits of a "Sparklet Syphon.": [10, 164, 100, 205]
latest-b: LATEST: [886, 33, 911, 40]
advertising-text: The meeting was held on Monday afternoon when a large number of members were present. The chairman said the position had been carefully considered and it was resolved that the matter should be referred to the committee for further report. It was stated that the work would be proceeded with at once and that the tenders received were satisfactory. The meeting was held on Monday afternoon when a large number of members were present. The chairman said the position had been carefully considered and it was resolved that the matter should be referred to the committee for further report. It was stated that the work would be proceeded with at once and that the tenders received were satisfactory. The meeting was held on Monday afternoon when a large number of members were present. The chairman said the position had been carefully considered and it was resolved that the matter should be referred to the committee for further report. It was stated that the work would be proceeded with at once and that the tenders received were satisfactory. The meeting was held on Monday afternoon when a large number of members were present. The chairman said the position had been carefully considered and it was resolved that the matter should be referred to the committee for further report. It was stated that the work would be proceeded with at once and that the tenders received were satisfactory. The meeting was held on Monday afternoon when a large number of members were present. The chairman said the position had been carefully considered and it was resolved that the matter should be referred to the committee for further report. It was stated that the work would be proceeded with at once and that the tenders received were satisfactory. The meeting was held on Monday afternoon when a large number of members were present. The chairman said the position had been carefully considered and it was resolved that the matter should be referred to the committee for further report. It was stated that the work would be proceeded with at once and that the tenders received were satisfactory. The meeting was held on Monday afternoon when a large number of members were present. The chairman said the position had been carefully considered and it was resolved that the matter should be referred to the committee for further report. It was stated that the work would be proceeded with at once and that the tenders received were satisfactory.: [639, 1392, 738, 1748]
pareora: PAREORA MEN RESUME WORK.: [747, 647, 842, 654]
hand-wear: HAND WEAR: [111, 70, 148, 78]
suits-text: Melville suits, two garments, 7/6, 8/6, to 12/6. Norfolk suits, the popular belt suits, a large assortment, plain or shaped knickers, 8/6, 9/6 to 15/-. Sailor suits, open or closed fronts, 3/6, 4/6, to 15/6.: [111, 79, 207, 112]
whanga-text: The meeting was held on Monday afternoon when a large number of members were present. The chairman said the position had been carefully considered and it was resolved that the matter should be referred to the committee for further report. It was stated that the work would be proceeded with at once and that the tenders received were satisfactory. The meeting was held on Monday afternoon when a large number of members were present. The chairman said the position had been carefully considered and it was resolved that the matter should be referred to the committee for further report. It was stated that the work would be proceeded with at once and that the tenders received were satisfactory. The meeting was held on Monday afternoon when a large number of members were present. The chairman said the position had been carefully considered and it was resolved that the matter should be referred to the committee for further report. It was stated that the work would be proceeded with at once and that the tenders received were satisfactory. The meeting was held on Monday afternoon when a large number of members were present. The chairman said the position had been carefully considered and it was resolved that the matter should be referred to the committee for further report. It was stated that the work would be proceeded with at once and that the tenders received were satisfactory. The meeting was held on Monday afternoon when a large number of members were present. The chairman said the position had been carefully considered and it was resolved that the matter should be referred to the committee for further report. It was stated that the work would be proceeded with at once and that the tenders received were satisfactory. The meeting was held on Monday afternoon when a large number of members were present. The chairman said the position had been carefully considered and it was resolved that the matter should be referred to the committee for further report. It was stated that the work would be proceeded with at once and that the tenders received were satisfactory. The meeting was held on Monday afternoon when a large number of members were present. The chairman said the position had been carefully considered and it was resolved that the matter should be referred to the committee for further report. It was stated that the work would be proceeded with at once and that the tenders received were satisfactory.: [639, 1006, 738, 1362]
theatre: THEATRE ROYAL BUILDINGS,: [206, 806, 290, 814]
advantage-item: EASIEST TO RUN.: [184, 200, 234, 208]
henrichs-name: J. W. Henrichs,: [15, 840, 95, 854]
timaru-text: The meeting was held on Monday afternoon when a large number of members were present. The chairman said the position had been carefully considered and it was resolved that the matter should be referred to the committee for further report. It was stated that the work would be proceeded with at once and that the tenders received were satisfactory. The meeting was held on Monday afternoon when a large number of members were present. The chairman said the position had been carefully considered and it was resolved that the matter should be referred to the committee for further report. It was stated that the work would be proceeded with at once and that the tenders received were satisfactory.: [746, 317, 842, 424]
tide-row: [7, 91, 104, 97]
fresh-stocks: FRESH STOCKS ALWAYS ARRIVING!: [158, 209, 259, 217]
thompson-item: THOMPSON'S: [7, 502, 45, 509]
conference: CONFERENCE WITH MINISTER OF LABOR.: [747, 765, 841, 779]
weddings: WEDDINGS: [190, 638, 243, 649]
holiday-heading: WHERE TO SPEND A PLEASANT HOLIDAY: [122, 921, 176, 963]
exhibition-text: The meeting was held on Monday afternoon when a large number of members were present. The chairman said the position had been carefully considered and it was resolved that the matter should be referred to the committee for further report. It was stated that the work would be proceeded with at once and that the tenders received were satisfactory. The meeting was held on Monday afternoon when a large number of members were present. The chairman said the position had been carefully considered and it was resolved that the matter should be referred to the committee for further report. It was stated that the work would be proceeded with at once and that the tenders received were satisfactory. The meeting was held on Monday afternoon when a large number of members were present. The chairman said the position had been carefully considered and it was resolved that the matter should be referred to the committee for further report. It was stated that the work would be proceeded with at once and that the tenders received were satisfactory. The meeting was held on Monday afternoon when a large number of members were present. The chairman said the position had been carefully considered and it was resolved that the matter should be referred to the committee for further report. It was stated that the work would be proceeded with at once and that the tenders received were satisfactory. The meeting was held on Monday afternoon when a large number of members were present. The chairman said the position had been carefully considered and it was resolved that the matter should be referred to the committee for further report. It was stated that the work would be proceeded with at once and that the tenders received were satisfactory. The meeting was held on Monday afternoon when a large number of members were present. The chairman said the position had been carefully considered and it was resolved that the matter should be referred to the committee for further report. It was stated that the work would be proceeded with at once and that the tenders received were satisfactory. The meeting was held on Monday afternoon when a large number of members were present. The chairman said the position had been carefully considered and it was resolved that the matter should be referred to the committee for further report. It was stated that the work would be proceeded with at once and that the tenders received were satisfactory.: [850, 81, 947, 442]
rechabite-text: The meeting was held on Monday afternoon when a large number of members were present. The chairman said the position had been carefully considered and it was resolved that the matter should be referred to the committee for further report. It was stated that the work would be proceeded with at once and that the tenders received were satisfactory. The meeting was held on Monday afternoon when a large number of members were present. The chairman said the position had been carefully considered and it was resolved that the matter should be referred to the committee for further report. It was stated that the work would be proceeded with at once and that the tenders received were satisfactory. The meeting was held on Monday afternoon when a large number of members were present. The chairman said the position had been carefully considered and it was resolved that the matter should be referred to the committee for further report. It was stated that the work would be proceeded with at once and that the tenders received were satisfactory. The meeting was held on Monday afternoon when a large number of members were present. The chairman said the position had been carefully considered and it was resolved that the matter should be referred to the committee for further report. It was stated that the work would be proceeded with at once and that the tenders received were satisfactory. The meeting was held on Monday afternoon when a large number of members were present. The chairman said the position had been carefully considered and it was resolved that the matter should be referred to the committee for further report. It was stated that the work would be proceeded with at once and that the tenders received were satisfactory. The meeting was held on Monday afternoon when a large number of members were present. The chairman said the position had been carefully considered and it was resolved that the matter should be referred to the committee for further report. It was stated that the work would be proceeded with at once and that the tenders received were satisfactory. The meeting was held on Monday afternoon when a large number of members were present. The chairman said the position had been carefully considered and it was resolved that the matter should be referred to the committee for further report. It was stated that the work would be proceeded with at once and that the tenders received were satisfactory. The meeting was held on Monday afternoon when a large number of members were present. The chairman said the position had been carefully considered and it was resolved that the matter should be referred to the committee for further report. It was stated that the work would be proceeded with at once and that the tenders received were satisfactory. The meeting was held on Monday afternoon when a large number of members were present. The chairman said the position had been carefully considered and it was resolved that the matter should be referred to the committee for further report. It was stated that the work would be proceeded with at once and that the tenders received were satisfactory. The meeting was held on Monday afternoon when a large number of members were present. The chairman said the position had been carefully considered and it was resolved that the matter should be referred to the committee for further report. It was stated that the work would be proceeded with at once and that the tenders received were satisfactory.: [421, 1595, 522, 2094]
col4-text-a: The meeting was held on Monday afternoon when a large number of members were present. The chairman said the position had been carefully considered and it was resolved that the matter should be referred to the committee for further report. It was stated that the work would be proceeded with at once and that the tenders received were satisfactory. The meeting was held on Monday afternoon when a large number of members were present. The chairman said the position had been carefully considered and it was resolved that the matter should be referred to the committee for further report. It was stated that the work would be proceeded with at once and that the tenders received were satisfactory. The meeting was held on Monday afternoon when a large number of members were present. The chairman said the position had been carefully considered and it was resolved that the matter should be referred to the committee for further report. It was stated that the work would be proceeded with at once and that the tenders received were satisfactory. The meeting was held on Monday afternoon when a large number of members were present. The chairman said the position had been carefully considered and it was resolved that the matter should be referred to the committee for further report. It was stated that the work would be proceeded with at once and that the tenders received were satisfactory. The meeting was held on Monday afternoon when a large number of members were present. The chairman said the position had been carefully considered and it was resolved that the matter should be referred to the committee for further report. It was stated that the work would be proceeded with at once and that the tenders received were satisfactory. The meeting was held on Monday afternoon when a large number of members were present. The chairman said the position had been carefully considered and it was resolved that the matter should be referred to the committee for further report. It was stated that the work would be proceeded with at once and that the tenders received were satisfactory. The meeting was held on Monday afternoon when a large number of members were present. The chairman said the position had been carefully considered and it was resolved that the matter should be referred to the committee for further report. It was stated that the work would be proceeded with at once and that the tenders received were satisfactory. The meeting was held on Monday afternoon when a large number of members were present. The chairman said the position had been carefully considered and it was resolved that the matter should be referred to the committee for further report. It was stated that the work would be proceeded with at once and that the tenders received were satisfactory. The meeting was held on Monday afternoon when a large number of members were present. The chairman said the position had been carefully considered and it was resolved that the matter should be referred to the committee for further report. It was stated that the work would be proceeded with at once and that the tenders received were satisfactory. The meeting was held on Monday afternoon when a large number of members were present. The chairman said the position had been carefully considered and it was resolved that the matter should be referred to the committee for further report. It was stated that the work would be proceeded with at once and that the tenders received were satisfactory.: [421, 33, 522, 531]
acres-text: ACRES, all grass except few clumps of native bush, fenced, good house, metal road, close to school and factory. A bargain. £10 per acre. Apply early.: [7, 347, 104, 373]
footwear-heading: FOOTWEAR FOR BOYS AND GIRLS: [128, 279, 289, 290]
prosecutions-text: The meeting was held on Monday afternoon when a large number of members were present. The chairman said the position had been carefully considered and it was resolved that the matter should be referred to the committee for further report. It was stated that the work would be proceeded with at once and that the tenders received were satisfactory. The meeting was held on Monday afternoon when a large number of members were present. The chairman said the position had been carefully considered and it was resolved that the matter should be referred to the committee for further report. It was stated that the work would be proceeded with at once and that the tenders received were satisfactory.: [530, 421, 631, 523]
advertising-heading: AN ADVERTISING CLAIM: [647, 1369, 729, 1391]
country-sub: (From Our Own Correspondents.): [647, 47, 729, 55]
strike-text: The meeting was held on Monday afternoon when a large number of members were present. The chairman said the position had been carefully considered and it was resolved that the matter should be referred to the committee for further report. It was stated that the work would be proceeded with at once and that the tenders received were satisfactory. The meeting was held on Monday afternoon when a large number of members were present. The chairman said the position had been carefully considered and it was resolved that the matter should be referred to the committee for further report. It was stated that the work would be proceeded with at once and that the tenders received were satisfactory. The meeting was held on Monday afternoon when a large number of members were present. The chairman said the position had been carefully considered and it was resolved that the matter should be referred to the committee for further report. It was stated that the work would be proceeded with at once and that the tenders received were satisfactory. The meeting was held on Monday afternoon when a large number of members were present. The chairman said the position had been carefully considered and it was resolved that the matter should be referred to the committee for further report. It was stated that the work would be proceeded with at once and that the tenders received were satisfactory.: [746, 96, 842, 306]
jam-text: If you can't visit the "K" Factory and personally follow all the simple, homelike, cleanly details of preparing "K" Jam, there would be no room to question why it possesses that "fine, fruity flavor.": [111, 614, 187, 655]
thompson-item: THOMPSON'S: [7, 509, 45, 517]
waste-text: The dust is the product of withered, dried-up leaves. Take any dried leaf you find and crush it between your fingers and it turns to dust. Sumatra Tea is not so.: [7, 759, 104, 786]
loaf-item: 4d and 6d per loaf.: [7, 579, 52, 586]
try-a: TRY A: [41, 936, 69, 947]
fatalities-text: The meeting was held on Monday afternoon when a large number of members were present. The chairman said the position had been carefully considered and it was resolved that the matter should be referred to the committee for further report. It was stated that the work would be proceeded with at once and that the tenders received were satisfactory. The meeting was held on Monday afternoon when a large number of members were present. The chairman said the position had been carefully considered and it was resolved that the matter should be referred to the committee for further report. It was stated that the work would be proceeded with at once and that the tenders received were satisfactory. The meeting was held on Monday afternoon when a large number of members were present. The chairman said the position had been carefully considered and it was resolved that the matter should be referred to the committee for further report. It was stated that the work would be proceeded with at once and that the tenders received were satisfactory. The meeting was held on Monday afternoon when a large number of members were present. The chairman said the position had been carefully considered and it was resolved that the matter should be referred to the committee for further report. It was stated that the work would be proceeded with at once and that the tenders received were satisfactory. The meeting was held on Monday afternoon when a large number of members were present. The chairman said the position had been carefully considered and it was resolved that the matter should be referred to the committee for further report. It was stated that the work would be proceeded with at once and that the tenders received were satisfactory. The meeting was held on Monday afternoon when a large number of members were present. The chairman said the position had been carefully considered and it was resolved that the matter should be referred to the committee for further report. It was stated that the work would be proceeded with at once and that the tenders received were satisfactory. The meeting was held on Monday afternoon when a large number of members were present. The chairman said the position had been carefully considered and it was resolved that the matter should be referred to the committee for further report. It was stated that the work would be proceeded with at once and that the tenders received were satisfactory.: [850, 1329, 947, 1691]
tide-header-cell: [7, 73, 17, 79]
thompson-item: THOMPSON'S: [7, 478, 45, 486]
every-day: EVERY DAY: [221, 701, 276, 712]
column-8: [848, 33, 964, 1713]
rahotu: RAHOTU.: [674, 55, 703, 62]
editorial-heading: STRIKES OR NO STRIKES?: [324, 108, 403, 115]
gift-number: 108: [7, 252, 35, 275]
quarry-heading: SERIOUS QUARRY ACCIDENT.: [856, 1064, 941, 1085]
westport-text: The meeting was held on Monday afternoon when a large number of members were present. The chairman said the position had been carefully considered and it was resolved that the matter should be referred to the committee for further report. It was stated that the work would be proceeded with at once and that the tenders received were satisfactory. The meeting was held on Monday afternoon when a large number of members were present. The chairman said the position had been carefully considered and it was resolved that the matter should be referred to the committee for further report. It was stated that the work would be proceeded with at once and that the tenders received were satisfactory.: [746, 1420, 842, 1528]
hospital-text: The meeting was held on Monday afternoon when a large number of members were present. The chairman said the position had been carefully considered and it was resolved that the matter should be referred to the committee for further report. It was stated that the work would be proceeded with at once and that the tenders received were satisfactory. The meeting was held on Monday afternoon when a large number of members were present. The chairman said the position had been carefully considered and it was resolved that the matter should be referred to the committee for further report. It was stated that the work would be proceeded with at once and that the tenders received were satisfactory. The meeting was held on Monday afternoon when a large number of members were present. The chairman said the position had been carefully considered and it was resolved that the matter should be referred to the committee for further report. It was stated that the work would be proceeded with at once and that the tenders received were satisfactory. The meeting was held on Monday afternoon when a large number of members were present. The chairman said the position had been carefully considered and it was resolved that the matter should be referred to the committee for further report. It was stated that the work would be proceeded with at once and that the tenders received were satisfactory. The meeting was held on Monday afternoon when a large number of members were present. The chairman said the position had been carefully considered and it was resolved that the matter should be referred to the committee for further report. It was stated that the work would be proceeded with at once and that the tenders received were satisfactory.: [530, 48, 631, 300]
general: GENERAL.: [564, 731, 597, 739]
discount: LIBERAL DISCOUNT FOR CASH.: [204, 733, 294, 741]
library: CIRCULATING LIBRARY: [21, 707, 89, 715]
thistle-oatmeal: Thistle Brand Oatmeal: [162, 541, 256, 552]
tide-cell: 6.25: [74, 97, 85, 104]
mountain-text: Is enjoyable as well as being a healthful and pleasant way of spending the holidays. If you are contemplating a trip to the mountain, it will be necessary to make provision for the "inner man.": [111, 785, 187, 825]
footwear-ad: [111, 276, 306, 343]
exhibition-heading: THE EXHIBITION DAY BY DAY: [854, 73, 943, 80]
telegrams-b: TELEGRAMS.: [850, 43, 964, 62]
mcewen-sub: SCHOOL BOOTS ARE BUILT TO WEAR!: [194, 623, 302, 631]
tide-cell: 3.54: [58, 97, 69, 104]
tide-cell: 4.46: [31, 103, 42, 110]
exhibition-text-2: The meeting was held on Monday afternoon when a large number of members were present. The chairman said the position had been carefully considered and it was resolved that the matter should be referred to the committee for further report. It was stated that the work would be proceeded with at once and that the tenders received were satisfactory. The meeting was held on Monday afternoon when a large number of members were present. The chairman said the position had been carefully considered and it was resolved that the matter should be referred to the committee for further report. It was stated that the work would be proceeded with at once and that the tenders received were satisfactory. The meeting was held on Monday afternoon when a large number of members were present. The chairman said the position had been carefully considered and it was resolved that the matter should be referred to the committee for further report. It was stated that the work would be proceeded with at once and that the tenders received were satisfactory. The meeting was held on Monday afternoon when a large number of members were present. The chairman said the position had been carefully considered and it was resolved that the matter should be referred to the committee for further report. It was stated that the work would be proceeded with at once and that the tenders received were satisfactory. The meeting was held on Monday afternoon when a large number of members were present. The chairman said the position had been carefully considered and it was resolved that the matter should be referred to the committee for further report. It was stated that the work would be proceeded with at once and that the tenders received were satisfactory. The meeting was held on Monday afternoon when a large number of members were present. The chairman said the position had been carefully considered and it was resolved that the matter should be referred to the committee for further report. It was stated that the work would be proceeded with at once and that the tenders received were satisfactory. The meeting was held on Monday afternoon when a large number of members were present. The chairman said the position had been carefully considered and it was resolved that the matter should be referred to the committee for further report. It was stated that the work would be proceeded with at once and that the tenders received were satisfactory.: [850, 444, 947, 805]
deare: . DEARE THE SHOEMAN .: [135, 318, 283, 331]
bicycles-heading: BICYCLES!: [111, 132, 223, 155]
jam-heading: TO JAM BUYERS.: [128, 591, 170, 613]
rahotu-text: The meeting was held on Monday afternoon when a large number of members were present. The chairman said the position had been carefully considered and it was resolved that the matter should be referred to the committee for further report. It was stated that the work would be proceeded with at once and that the tenders received were satisfactory. The meeting was held on Monday afternoon when a large number of members were present. The chairman said the position had been carefully considered and it was resolved that the matter should be referred to the committee for further report. It was stated that the work would be proceeded with at once and that the tenders received were satisfactory. The meeting was held on Monday afternoon when a large number of members were present. The chairman said the position had been carefully considered and it was resolved that the matter should be referred to the committee for further report. It was stated that the work would be proceeded with at once and that the tenders received were satisfactory. The meeting was held on Monday afternoon when a large number of members were present. The chairman said the position had been carefully considered and it was resolved that the matter should be referred to the committee for further report. It was stated that the work would be proceeded with at once and that the tenders received were satisfactory.: [639, 63, 738, 268]
tide-header-cell: High Water.: [22, 73, 51, 80]
advantage-item: EASIEST TO PAY FOR.: [178, 193, 240, 200]
potash-heading: POTASH MANURES: [128, 442, 289, 462]
tide-row: [7, 97, 104, 103]
tide-heading: FEBRUARY TIDE-TABLE.: [21, 65, 90, 73]
shipping-date: MONDAY, FEBRUARY 18th, 1907.: [10, 57, 100, 65]
carthew-name: E. J. CARTHEW & CO.: [23, 309, 87, 317]
whanga: WHANGAMOMONA.: [658, 998, 718, 1006]
cheapest: CHEAPEST SHOP IN TOWN.: [17, 927, 93, 935]
burgess-fraser: BURGESS, FRASER & CO.,: [111, 574, 183, 582]
personal-heading: PERSONAL: [446, 540, 497, 550]
footwear-text: Boots that have withstood the brunt of infantry wear and tear will hardly be unsuitable for schoolwear where youngsters are anxious to appear at their best. In the BOOT ARCADE are boots for boys and girls, strongly built boots and shoes.: [115, 291, 303, 311]
suicide-text: The meeting was held on Monday afternoon when a large number of members were present. The chairman said the position had been carefully considered and it was resolved that the matter should be referred to the committee for further report. It was stated that the work would be proceeded with at once and that the tenders received were satisfactory. The meeting was held on Monday afternoon when a large number of members were present. The chairman said the position had been carefully considered and it was resolved that the matter should be referred to the committee for further report. It was stated that the work would be proceeded with at once and that the tenders received were satisfactory. The meeting was held on Monday afternoon when a large number of members were present. The chairman said the position had been carefully considered and it was resolved that the matter should be referred to the committee for further report. It was stated that the work would be proceeded with at once and that the tenders received were satisfactory. The meeting was held on Monday afternoon when a large number of members were present. The chairman said the position had been carefully considered and it was resolved that the matter should be referred to the committee for further report. It was stated that the work would be proceeded with at once and that the tenders received were satisfactory.: [746, 1559, 842, 1771]
phone-166: Phone 166.: [235, 822, 262, 829]
column-5: [527, 33, 634, 1984]
tide-cell: 6.32: [74, 79, 85, 86]
carpet: CARPET SQUARES: [122, 365, 159, 384]
valuations-text: The meeting was held on Monday afternoon when a large number of members were present. The chairman said the position had been carefully considered and it was resolved that the matter should be referred to the committee for further report. It was stated that the work would be proceeded with at once and that the tenders received were satisfactory. The meeting was held on Monday afternoon when a large number of members were present. The chairman said the position had been carefully considered and it was resolved that the matter should be referred to the committee for further report. It was stated that the work would be proceeded with at once and that the tenders received were satisfactory. The meeting was held on Monday afternoon when a large number of members were present. The chairman said the position had been carefully considered and it was resolved that the matter should be referred to the committee for further report. It was stated that the work would be proceeded with at once and that the tenders received were satisfactory. The meeting was held on Monday afternoon when a large number of members were present. The chairman said the position had been carefully considered and it was resolved that the matter should be referred to the committee for further report. It was stated that the work would be proceeded with at once and that the tenders received were satisfactory.: [530, 532, 631, 730]
order-now: ORDER NOW FROM: [181, 493, 236, 501]
